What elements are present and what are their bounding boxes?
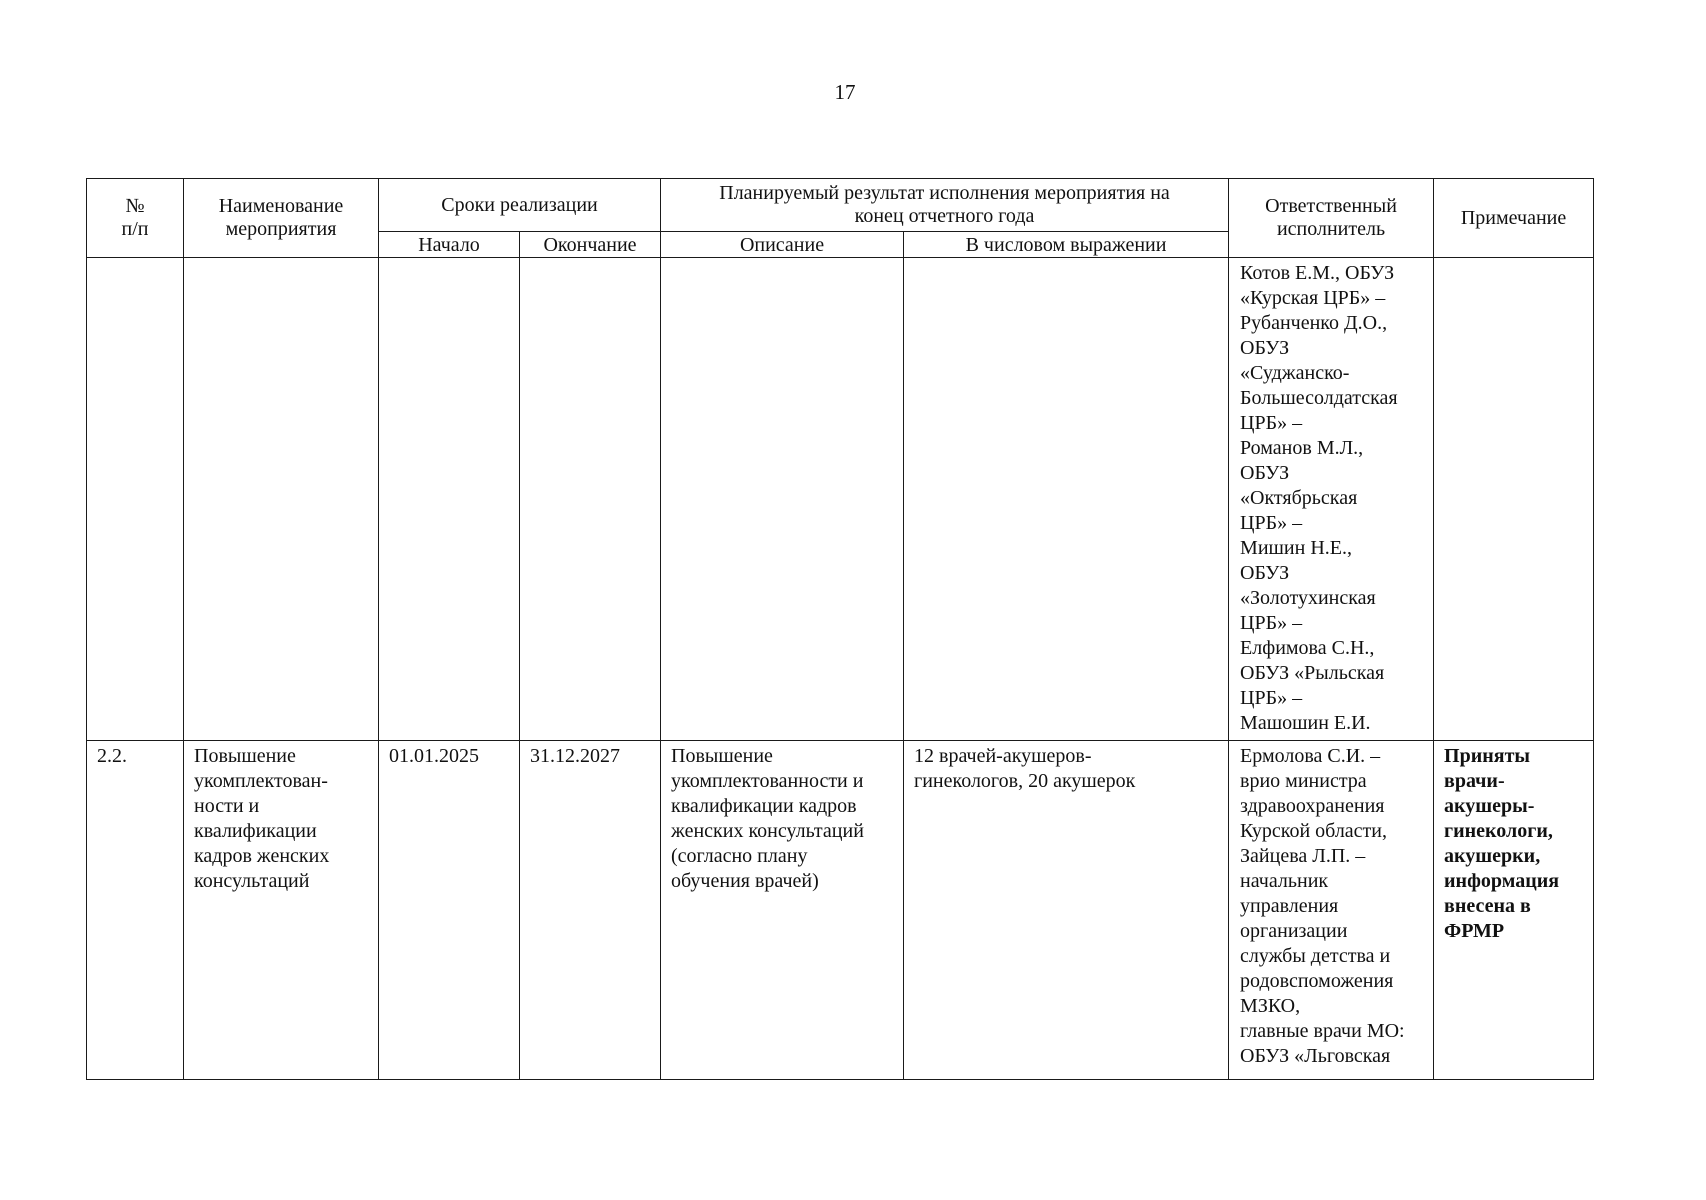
cell-name: Повышение укомплектован- ности и квалификации кадров женских консультаций <box>184 741 379 1080</box>
cell-number: 2.2. <box>87 741 184 1080</box>
plan-table <box>86 178 1594 1080</box>
cell-numeric: 12 врачей-акушеров- гинекологов, 20 акушерок <box>904 741 1229 1080</box>
cell-responsible: Котов Е.М., ОБУЗ «Курская ЦРБ» – Рубанченко Д.О., ОБУЗ «Суджанско- Большесолдатская ЦРБ» – Романов М.Л., ОБУЗ «Октябрьская ЦРБ» – Мишин Н.Е., ОБУЗ «Золотухинская ЦРБ» – Елфимова С.Н., ОБУЗ «Рыльская ЦРБ» – Машошин Е.И. <box>1229 258 1434 741</box>
header-terms: Сроки реализации <box>379 179 661 232</box>
cell-description: Повышение укомплектованности и квалификации кадров женских консультаций (согласно плану обучения врачей) <box>661 741 904 1080</box>
cell-description <box>661 258 904 741</box>
cell-number <box>87 258 184 741</box>
header-row-1 <box>87 179 1594 232</box>
cell-numeric <box>904 258 1229 741</box>
cell-start: 01.01.2025 <box>379 741 520 1080</box>
header-name: Наименование мероприятия <box>184 179 379 258</box>
table-row <box>87 258 1594 741</box>
header-numeric: В числовом выражении <box>904 232 1229 258</box>
cell-end: 31.12.2027 <box>520 741 661 1080</box>
header-description: Описание <box>661 232 904 258</box>
header-end: Окончание <box>520 232 661 258</box>
header-responsible: Ответственный исполнитель <box>1229 179 1434 258</box>
cell-note: Приняты врачи- акушеры- гинекологи, акушерки, информация внесена в ФРМР <box>1434 741 1594 1080</box>
cell-end <box>520 258 661 741</box>
header-planned-result: Планируемый результат исполнения мероприятия на конец отчетного года <box>661 179 1229 232</box>
header-start: Начало <box>379 232 520 258</box>
header-number: № п/п <box>87 179 184 258</box>
cell-name <box>184 258 379 741</box>
cell-note <box>1434 258 1594 741</box>
cell-responsible: Ермолова С.И. – врио министра здравоохранения Курской области, Зайцева Л.П. – начальник управления организации службы детства и родовспоможения МЗКО, главные врачи МО: ОБУЗ «Льговская <box>1229 741 1434 1080</box>
table-row <box>87 741 1594 1080</box>
cell-start <box>379 258 520 741</box>
header-note: Примечание <box>1434 179 1594 258</box>
page-number: 17 <box>834 80 856 104</box>
